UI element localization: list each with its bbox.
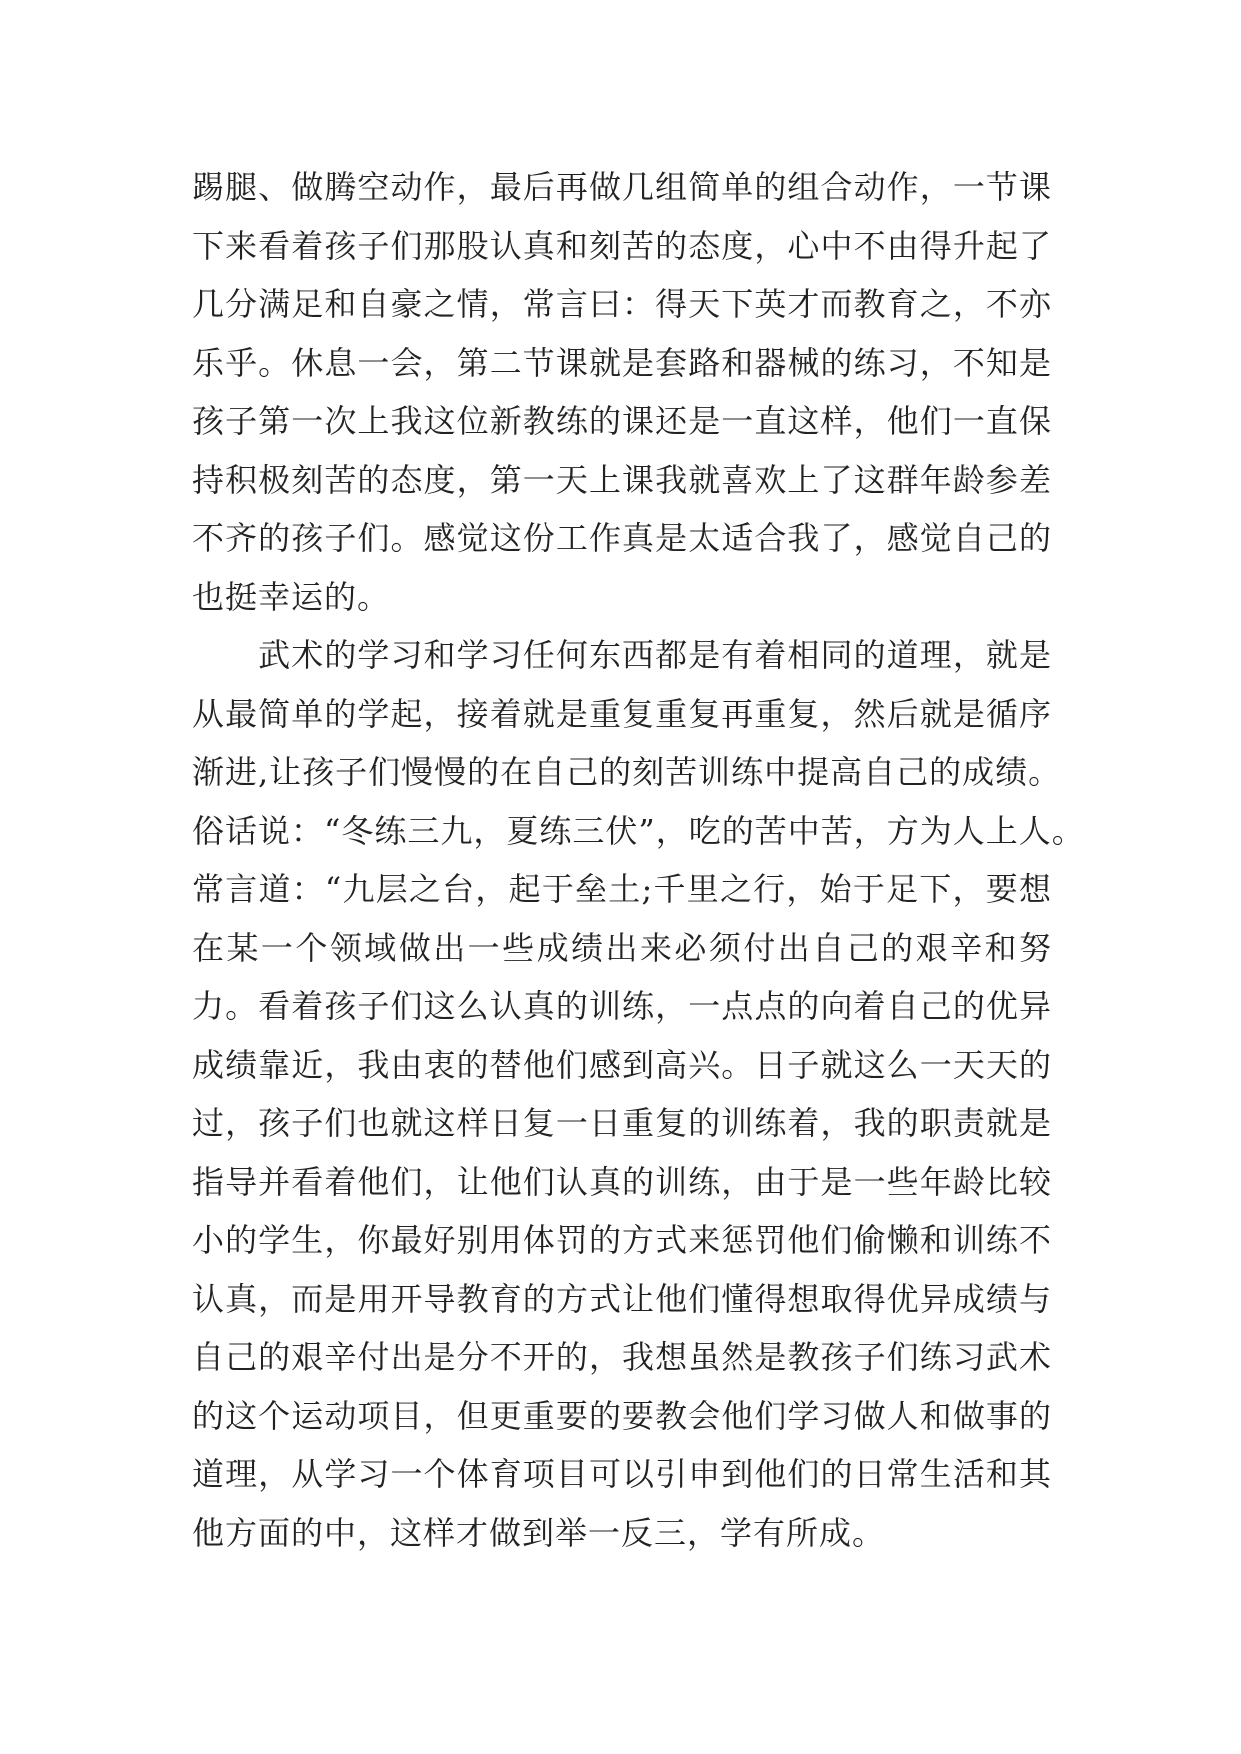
text-line: 的这个运动项目，但更重要的要教会他们学习做人和做事的 — [192, 1396, 1052, 1435]
text-line: 成绩靠近，我由衷的替他们感到高兴。日子就这么一天天的 — [192, 1045, 1052, 1084]
text-line: 踢腿、做腾空动作，最后再做几组简单的组合动作，一节课 — [192, 168, 1052, 206]
text-line: 几分满足和自豪之情，常言曰：得天下英才而教育之，不亦 — [192, 285, 1052, 323]
text-line: 小的学生，你最好别用体罚的方式来惩罚他们偷懒和训练不 — [192, 1221, 1052, 1259]
text-line: 乐乎。休息一会，第二节课就是套路和器械的练习，不知是 — [192, 343, 1052, 382]
text-line: 道理，从学习一个体育项目可以引申到他们的日常生活和其 — [192, 1455, 1052, 1493]
text-line: 武术的学习和学习任何东西都是有着相同的道理，就是 — [192, 636, 1052, 674]
text-line: 在某一个领域做出一些成绩出来必须付出自己的艰辛和努 — [192, 928, 1052, 967]
text-line: 指导并看着他们，让他们认真的训练，由于是一些年龄比较 — [192, 1162, 1052, 1201]
text-line: 从最简单的学起，接着就是重复重复再重复，然后就是循序 — [192, 694, 1052, 733]
text-line: 下来看着孩子们那股认真和刻苦的态度，心中不由得升起了 — [192, 226, 1052, 265]
text-line: 孩子第一次上我这位新教练的课还是一直这样，他们一直保 — [192, 402, 1052, 440]
paragraph-2 — [192, 626, 1085, 1562]
text-line: 自己的艰辛付出是分不开的，我想虽然是教孩子们练习武术 — [192, 1338, 1052, 1376]
text-line: 常言道：“九层之台，起于垒土;千里之行，始于足下，要想 — [192, 870, 1052, 908]
text-line: 力。看着孩子们这么认真的训练，一点点的向着自己的优异 — [192, 987, 1052, 1025]
text-line: 认真，而是用开导教育的方式让他们懂得想取得优异成绩与 — [192, 1279, 1052, 1318]
paragraph-1 — [192, 158, 1052, 626]
text-line: 持积极刻苦的态度，第一天上课我就喜欢上了这群年龄参差 — [192, 460, 1052, 499]
body-text — [192, 158, 1085, 1562]
text-line: 他方面的中，这样才做到举一反三，学有所成。 — [192, 1513, 886, 1552]
text-line: 也挺幸运的。 — [192, 577, 391, 616]
text-line: 不齐的孩子们。感觉这份工作真是太适合我了，感觉自己的 — [192, 519, 1052, 557]
text-line: 过，孩子们也就这样日复一日重复的训练着，我的职责就是 — [192, 1104, 1052, 1142]
text-line: 俗话说：“冬练三九，夏练三伏”，吃的苦中苦，方为人上人。 — [192, 811, 1085, 850]
text-line: 渐进,让孩子们慢慢的在自己的刻苦训练中提高自己的成绩。 — [192, 753, 1062, 791]
